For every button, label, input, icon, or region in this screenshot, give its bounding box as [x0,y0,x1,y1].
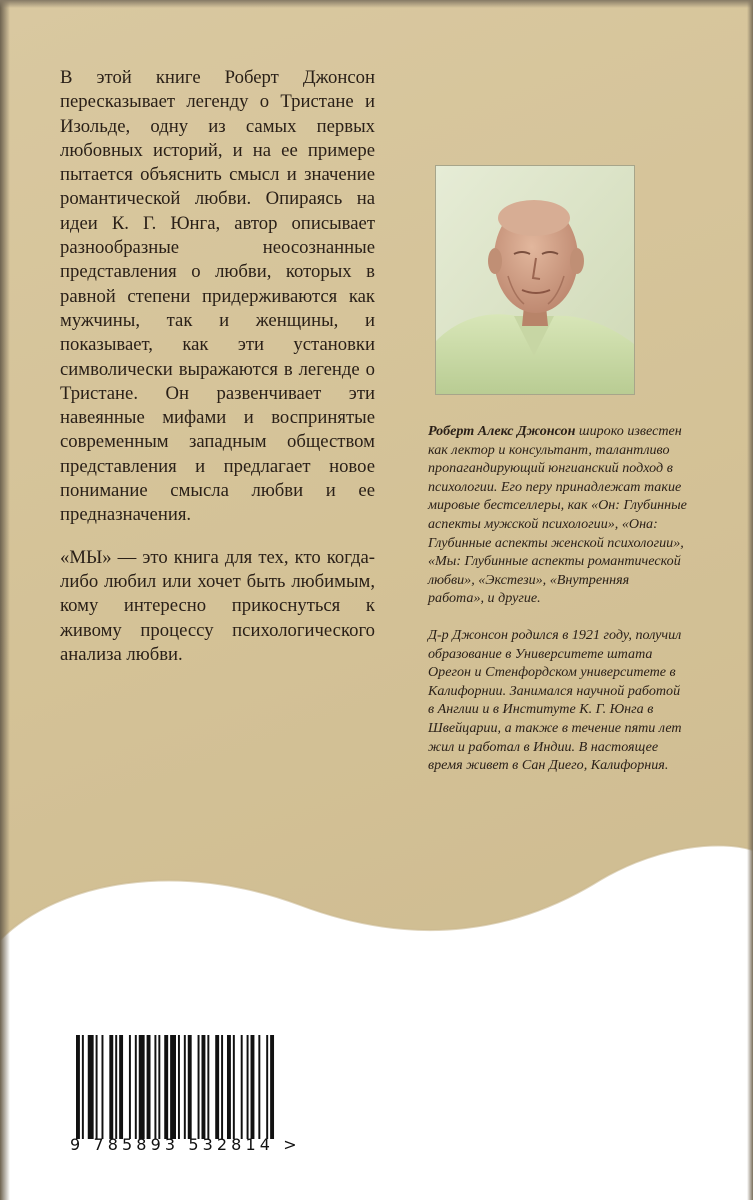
cover-edge-right [747,0,753,1200]
bio-paragraph-2: Д-р Джонсон родился в 1921 году, получил образование в Университете штата Орегон и Стенфордском университете в Калифорнии. Занимался научной работой в Англии и в Институте К. Г. Юнга в Швейцарии, а также в течение пяти лет жил и работал в Индии. В настоящее время живет в Сан Диего, Калифорния. [428,626,682,774]
isbn-barcode [70,1035,326,1157]
bio-paragraph-1-text: широко известен как лектор и консультант, талантливо пропагандирующий юнгианский подход в психологии. Его перу принадлежат такие мировые бестселлеры, как «Он: Глубинные аспекты мужской психологии», «Она: Глубинные аспекты женской психологии», «Мы: Глубинные аспекты романтической любви», «Экстези», «Внутренняя работа», и другие. [428,423,687,607]
author-bio [428,422,688,775]
author-photo [436,166,634,394]
book-description [60,66,375,667]
author-name: Роберт Алекс Джонсон [428,423,576,439]
bio-paragraph-1 [428,422,688,608]
isbn-number: 9 785893 532814 > [70,1135,301,1154]
description-paragraph-1: В этой книге Роберт Джонсон пересказывает легенду о Тристане и Изольде, одну из самых первых любовных историй, и на ее примере пытается объяснить смысл и значение романтической любви. Опираясь на идеи К. Г. Юнга, автор описывает разнообразные неосознанные представления о любви, которых в равной степени придерживаются как мужчины, так и женщины, и показывает, как эти установки символически выражаются в легенде о Тристане. Он развенчивает эти навеянные мифами и воспринятые современным западным обществом представления и предлагает новое понимание смысла любви и ее предназначения. [60,67,375,526]
barcode-bars [76,1035,276,1139]
author-portrait-icon [436,166,634,394]
cover-edge-top [0,0,753,8]
description-paragraph-2: «МЫ» — это книга для тех, кто когда-либо любил или хочет быть любимым, кому интересно прикоснуться к живому процессу психологического анализа любви. [60,546,375,665]
cover-edge-left [0,0,10,1200]
